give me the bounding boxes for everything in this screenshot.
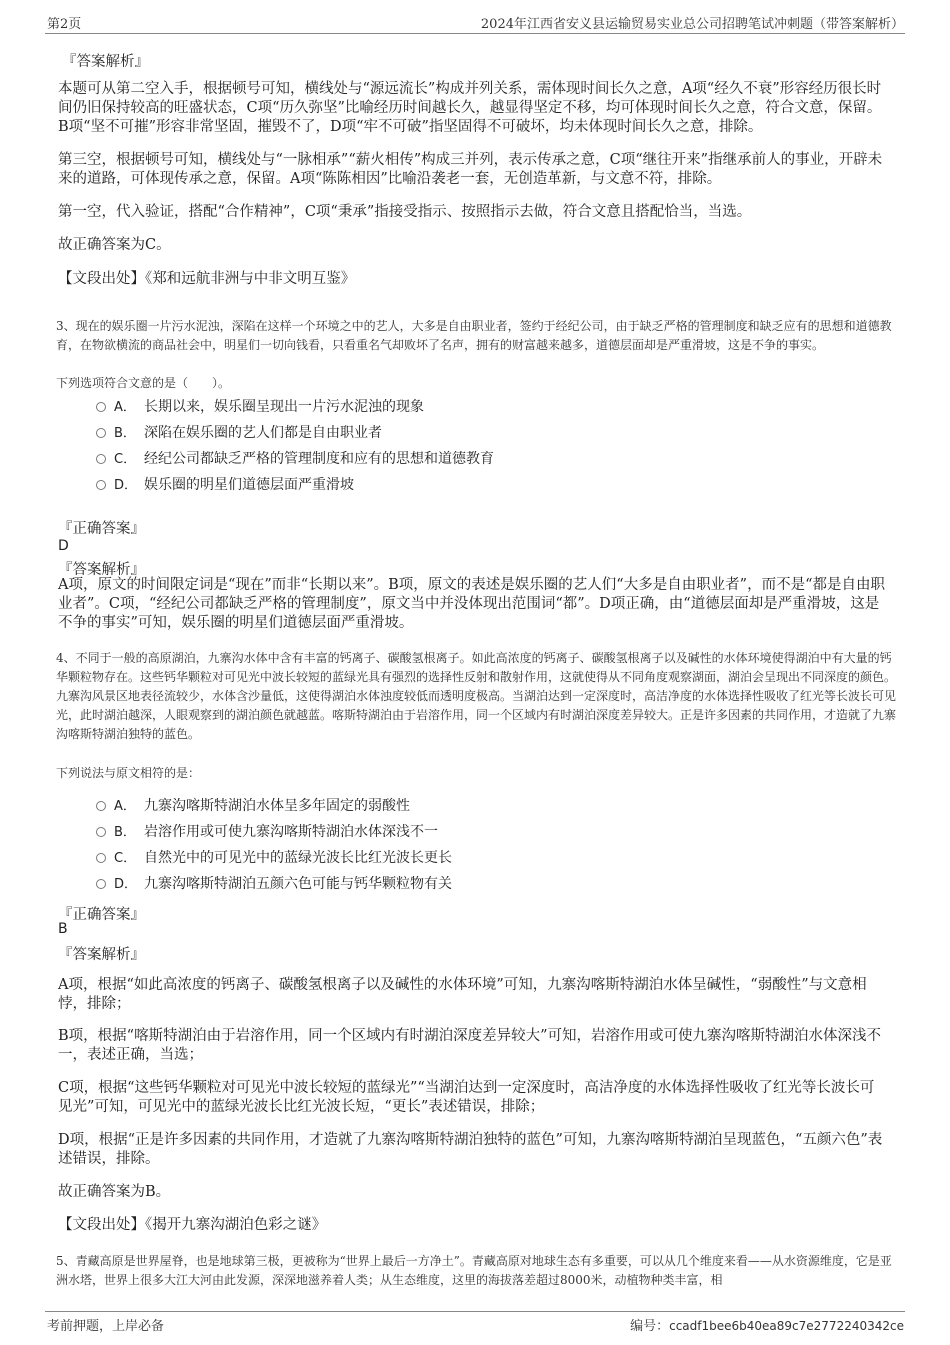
q4-option-c[interactable]: C． 自然光中的可见光中的蓝绿光波长比红光波长更长: [96, 848, 452, 869]
q4-stem: 4、不同于一般的高原湖泊，九寨沟水体中含有丰富的钙离子、碳酸氢根离子。如此高浓度的钙离子、碳酸氢根离子以及碱性的水体环境使得湖泊中有大量的钙华颗粒物存在。这些钙华颗粒对可见光中波长较短的蓝绿光具有强烈的选择性反射和散射作用，这就使得从不同角度观察湖面，湖泊会呈现出不同深度的颜色。九寨沟风景区地表径流较少，水体含沙量低，这使得湖泊水体浊度较低而透明度极高。当湖泊达到一定深度时，高洁净度的水体选择性吸收了红光等长波长可见光，此时湖泊越深，人眼观察到的湖泊颜色就越蓝。喀斯特湖泊由于岩溶作用，同一个区域内有时湖泊深度差异较大。正是许多因素的共同作用，才造就了九寨沟喀斯特湖泊独特的蓝色。: [56, 651, 897, 741]
q5-stem: 5、青藏高原是世界屋脊，也是地球第三极，更被称为“世界上最后一方净土”。青藏高原对地球生态有多重要，可以从几个维度来看——从水资源维度，它是亚洲水塔，世界上很多大江大河由此发源，深深地滋养着人类；从生态维度，这里的海拔落差超过8000米，动植物种类丰富，相: [56, 1254, 892, 1287]
q2-analysis-paragraph-3: 第一空，代入验证，搭配“合作精神”，C项“秉承”指接受指示、按照指示去做，符合文意且搭配恰当，当选。: [58, 204, 752, 220]
q4-prompt: 下列说法与原文相符的是：: [56, 766, 201, 780]
q2-final-answer: 故正确答案为C。: [58, 237, 171, 253]
q4-source: 【文段出处】《揭开九寨沟湖泊色彩之谜》: [58, 1217, 327, 1233]
q2-source: 【文段出处】《郑和远航非洲与中非文明互鉴》: [58, 271, 356, 287]
q2-analysis-paragraph-2: 第三空，根据顿号可知，横线处与“一脉相承”“薪火相传”构成三并列，表示传承之意，C项“继往开来”指继承前人的事业，开辟未来的道路，可体现传承之意，保留。A项“陈陈相因”比喻沿袭老一套，无创造革新，与文意不符，排除。: [58, 152, 883, 187]
q3-option-a[interactable]: A． 长期以来，娱乐圈呈现出一片污水泥浊的现象: [96, 397, 424, 418]
q4-final-answer: 故正确答案为B。: [58, 1184, 171, 1200]
document-title: 2024年江西省安义县运输贸易实业总公司招聘笔试冲刺题（带答案解析）: [480, 17, 904, 32]
q3-correct-answer: D: [58, 538, 69, 554]
footer-code-value: ccadf1bee6b40ea89c7e2772240342ce: [669, 1319, 904, 1333]
q4-correct-label: 『正确答案』: [58, 907, 145, 923]
q4-analysis-d: D项，根据“正是许多因素的共同作用，才造就了九寨沟喀斯特湖泊独特的蓝色”可知，九寨沟喀斯特湖泊呈现蓝色，“五颜六色”表述错误，排除。: [58, 1132, 883, 1167]
q3-stem: 3、现在的娱乐圈一片污水泥浊，深陷在这样一个环境之中的艺人，大多是自由职业者，签约于经纪公司，由于缺乏严格的管理制度和缺乏应有的思想和道德教育，在物欲横流的商品社会中，明星们一切向钱看，只看重名气却败坏了名声，拥有的财富越来越多，道德层面却是严重滑坡，这是不争的事实。: [56, 319, 892, 352]
footer-divider: [45, 1311, 905, 1312]
footer-code: [630, 1315, 904, 1334]
page-number: 第2页: [47, 17, 82, 32]
radio-icon[interactable]: [96, 402, 106, 412]
q3-analysis: A项，原文的时间限定词是“现在”而非“长期以来”。B项，原文的表述是娱乐圈的艺人们“大多是自由职业者”，而不是“都是自由职业者”。C项，“经纪公司都缺乏严格的管理制度”，原文当中并没体现出范围词“都”。D项正确，由“道德层面却是严重滑坡，这是不争的事实”可知，娱乐圈的明星们道德层面严重滑坡。: [58, 577, 886, 631]
header-divider: [45, 33, 905, 34]
radio-icon[interactable]: [96, 853, 106, 863]
radio-icon[interactable]: [96, 801, 106, 811]
radio-icon[interactable]: [96, 454, 106, 464]
radio-icon[interactable]: [96, 428, 106, 438]
q2-analysis-paragraph-1: 本题可从第二空入手，根据顿号可知，横线处与“源远流长”构成并列关系，需体现时间长久之意，A项“经久不衰”形容经历很长时间仍旧保持较高的旺盛状态，C项“历久弥坚”比喻经历时间越长久，越显得坚定不移，均可体现时间长久之意，符合文意，保留。B项“坚不可摧”形容非常坚固，摧毁不了，D项“牢不可破”指坚固得不可破坏，均未体现时间长久之意，排除。: [58, 81, 882, 135]
q3-option-c[interactable]: C． 经纪公司都缺乏严格的管理制度和应有的思想和道德教育: [96, 449, 494, 470]
q2-analysis-label: 『答案解析』: [62, 54, 149, 70]
radio-icon[interactable]: [96, 879, 106, 889]
q4-analysis-b: B项，根据“喀斯特湖泊由于岩溶作用，同一个区域内有时湖泊深度差异较大”可知，岩溶作用或可使九寨沟喀斯特湖泊水体深浅不一，表述正确，当选；: [58, 1028, 881, 1063]
radio-icon[interactable]: [96, 480, 106, 490]
footer-slogan: 考前押题，上岸必备: [47, 1319, 165, 1334]
q4-analysis-label: 『答案解析』: [58, 947, 145, 963]
radio-icon[interactable]: [96, 827, 106, 837]
q3-option-d[interactable]: D． 娱乐圈的明星们道德层面严重滑坡: [96, 475, 354, 496]
q4-analysis-a: A项，根据“如此高浓度的钙离子、碳酸氢根离子以及碱性的水体环境”可知，九寨沟喀斯特湖泊水体呈碱性，“弱酸性”与文意相悖，排除；: [58, 977, 867, 1012]
q3-analysis-label: 『答案解析』: [58, 562, 145, 578]
footer-code-label: 编号：: [630, 1319, 670, 1334]
q3-option-b[interactable]: B． 深陷在娱乐圈的艺人们都是自由职业者: [96, 423, 382, 444]
q4-option-a[interactable]: A． 九寨沟喀斯特湖泊水体呈多年固定的弱酸性: [96, 796, 410, 817]
q4-option-d[interactable]: D． 九寨沟喀斯特湖泊五颜六色可能与钙华颗粒物有关: [96, 874, 452, 895]
q3-prompt: 下列选项符合文意的是（ ）。: [56, 376, 231, 390]
q4-option-b[interactable]: B． 岩溶作用或可使九寨沟喀斯特湖泊水体深浅不一: [96, 822, 438, 843]
q3-correct-label: 『正确答案』: [58, 521, 145, 537]
q4-correct-answer: B: [58, 921, 68, 937]
q4-analysis-c: C项，根据“这些钙华颗粒对可见光中波长较短的蓝绿光”“当湖泊达到一定深度时，高洁净度的水体选择性吸收了红光等长波长可见光”可知，可见光中的蓝绿光波长比红光波长短，“更长”表述错误，排除；: [58, 1080, 875, 1115]
